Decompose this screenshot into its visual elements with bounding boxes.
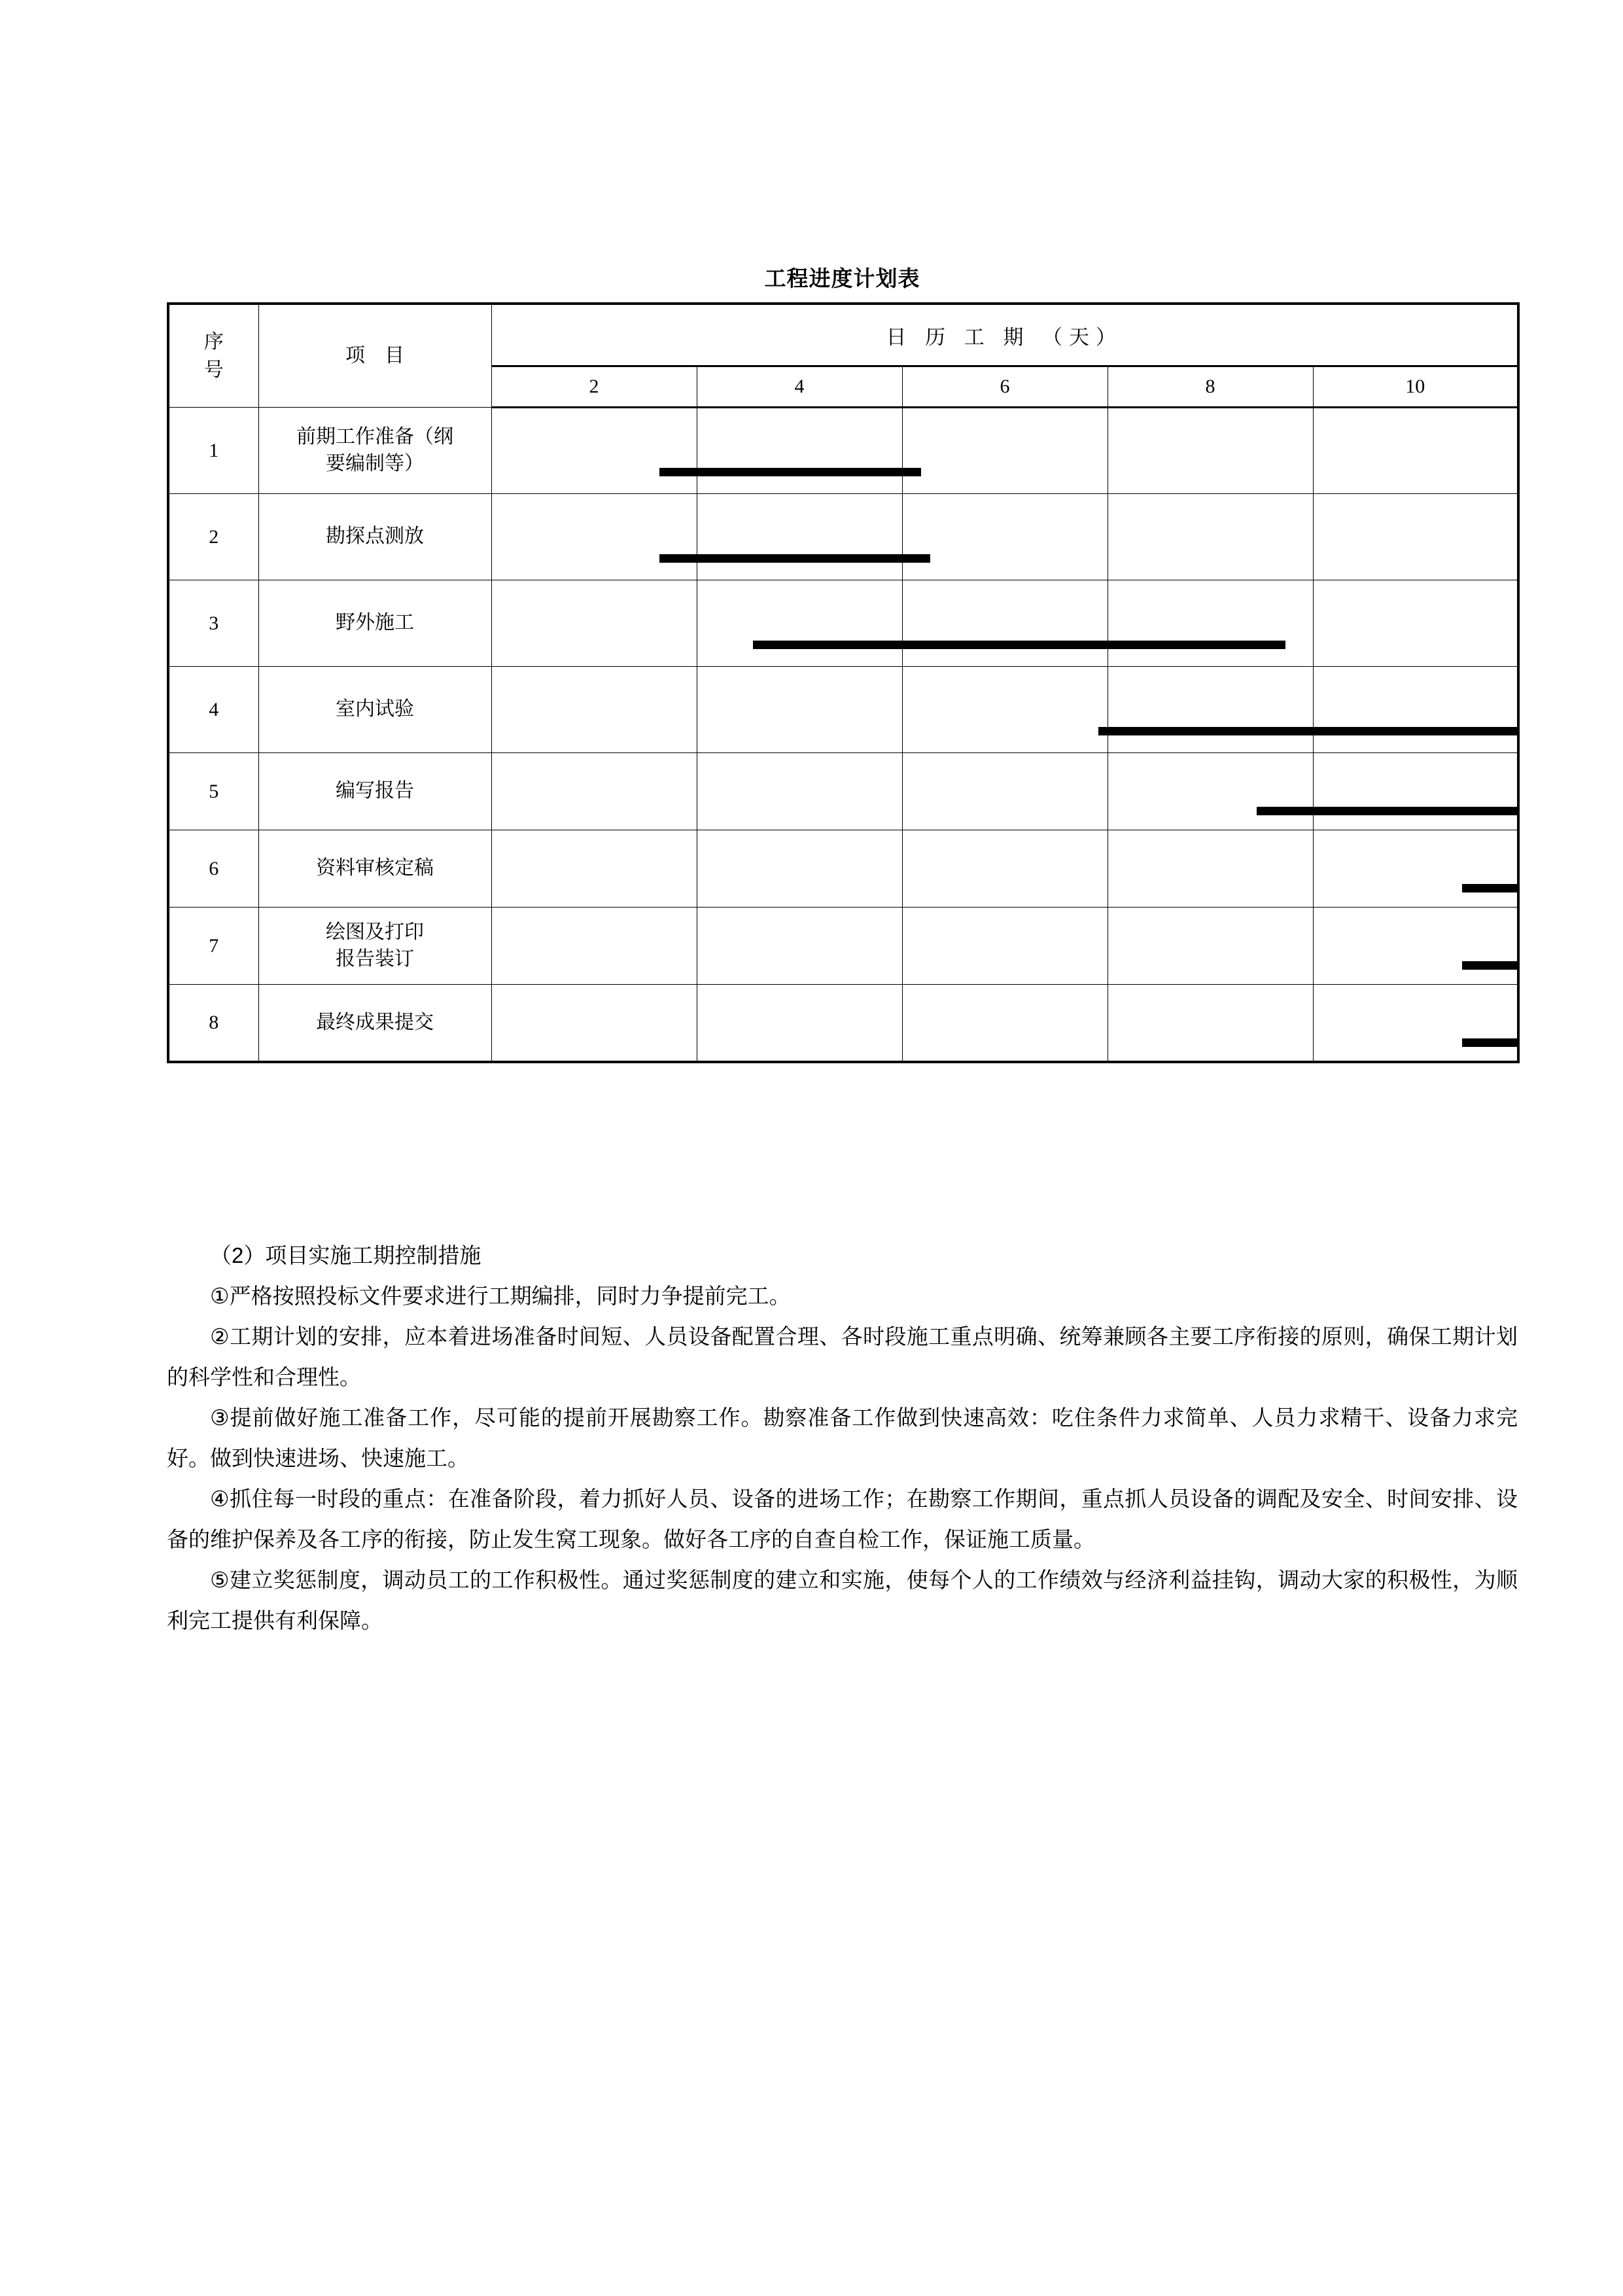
row-seq-4: 4 [168, 667, 258, 753]
bar-cell-r1-c1 [491, 408, 697, 494]
table-row [168, 908, 1518, 985]
table-row [168, 985, 1518, 1062]
bar-cell-r7-c2 [697, 908, 902, 985]
bar-cell-r8-c2 [697, 985, 902, 1062]
row-item-2: 勘探点测放 [258, 494, 491, 580]
body-paragraph-5: ⑤建立奖惩制度，调动员工的工作积极性。通过奖惩制度的建立和实施，使每个人的工作绩效与经济利益挂钩，调动大家的积极性，为顺利完工提供有利保障。 [167, 1568, 1518, 1633]
bar-cell-r8-c4 [1108, 985, 1313, 1062]
row-item-8: 最终成果提交 [258, 985, 491, 1062]
gantt-table-wrapper [167, 302, 1518, 1063]
table-row [168, 667, 1518, 753]
bar-cell-r6-c1 [491, 830, 697, 908]
table-row [168, 580, 1518, 667]
body-text-block [167, 1235, 1518, 1641]
table-header-row-group [168, 304, 1518, 366]
header-seq-line1: 序 [203, 330, 224, 353]
row-seq-5: 5 [168, 753, 258, 830]
row-seq-3: 3 [168, 580, 258, 667]
bar-cell-r4-c5 [1313, 667, 1518, 753]
row-item-5: 编写报告 [258, 753, 491, 830]
bar-cell-r2-c4 [1108, 494, 1313, 580]
page-title: 工程进度计划表 [764, 266, 920, 291]
row-item-4: 室内试验 [258, 667, 491, 753]
header-seq-line2: 号 [203, 359, 224, 381]
body-paragraph-2: ②工期计划的安排，应本着进场准备时间短、人员设备配置合理、各时段施工重点明确、统筹兼顾各主要工序衔接的原则，确保工期计划的科学性和合理性。 [167, 1324, 1518, 1389]
bar-cell-r1-c4 [1108, 408, 1313, 494]
bar-cell-r4-c3 [902, 667, 1108, 753]
bar-cell-r7-c4 [1108, 908, 1313, 985]
row-seq-7: 7 [168, 908, 258, 985]
bar-cell-r6-c2 [697, 830, 902, 908]
bar-cell-r5-c1 [491, 753, 697, 830]
bar-cell-r3-c1 [491, 580, 697, 667]
header-duration-group: 日 历 工 期 （天） [491, 304, 1518, 366]
bar-cell-r1-c2 [697, 408, 902, 494]
bar-cell-r7-c3 [902, 908, 1108, 985]
bar-cell-r2-c1 [491, 494, 697, 580]
table-row [168, 753, 1518, 830]
bar-cell-r8-c1 [491, 985, 697, 1062]
row-seq-8: 8 [168, 985, 258, 1062]
bar-cell-r1-c5 [1313, 408, 1518, 494]
row-item-7: 绘图及打印 报告装订 [258, 908, 491, 985]
row-seq-2: 2 [168, 494, 258, 580]
bar-cell-r2-c3 [902, 494, 1108, 580]
body-paragraph-1: ①严格按照投标文件要求进行工期编排，同时力争提前完工。 [210, 1284, 791, 1308]
bar-cell-r2-c2 [697, 494, 902, 580]
row-item-1: 前期工作准备（纲 要编制等） [258, 408, 491, 494]
tick-label-10: 10 [1313, 366, 1518, 408]
bar-cell-r8-c3 [902, 985, 1108, 1062]
bar-cell-r3-c5 [1313, 580, 1518, 667]
bar-cell-r3-c2 [697, 580, 902, 667]
bar-cell-r6-c5 [1313, 830, 1518, 908]
bar-cell-r3-c4 [1108, 580, 1313, 667]
bar-cell-r7-c1 [491, 908, 697, 985]
bar-cell-r8-c5 [1313, 985, 1518, 1062]
bar-cell-r6-c3 [902, 830, 1108, 908]
header-seq [168, 304, 258, 408]
tick-label-6: 6 [902, 366, 1108, 408]
bar-cell-r4-c4 [1108, 667, 1313, 753]
bar-cell-r1-c3 [902, 408, 1108, 494]
tick-label-8: 8 [1108, 366, 1313, 408]
bar-cell-r5-c3 [902, 753, 1108, 830]
body-heading: （2）项目实施工期控制措施 [210, 1243, 481, 1267]
row-seq-1: 1 [168, 408, 258, 494]
body-paragraph-3: ③提前做好施工准备工作，尽可能的提前开展勘察工作。勘察准备工作做到快速高效：吃住条件力求简单、人员力求精干、设备力求完好。做到快速进场、快速施工。 [167, 1405, 1518, 1470]
bar-cell-r5-c2 [697, 753, 902, 830]
tick-label-2: 2 [491, 366, 697, 408]
table-row [168, 408, 1518, 494]
row-item-3: 野外施工 [258, 580, 491, 667]
gantt-table [167, 302, 1520, 1063]
table-row [168, 494, 1518, 580]
row-seq-6: 6 [168, 830, 258, 908]
bar-cell-r3-c3 [902, 580, 1108, 667]
tick-label-4: 4 [697, 366, 902, 408]
bar-cell-r6-c4 [1108, 830, 1313, 908]
bar-cell-r2-c5 [1313, 494, 1518, 580]
bar-cell-r7-c5 [1313, 908, 1518, 985]
row-item-6: 资料审核定稿 [258, 830, 491, 908]
bar-cell-r4-c1 [491, 667, 697, 753]
bar-cell-r5-c4 [1108, 753, 1313, 830]
bar-cell-r4-c2 [697, 667, 902, 753]
table-row [168, 830, 1518, 908]
header-item: 项 目 [258, 304, 491, 408]
bar-cell-r5-c5 [1313, 753, 1518, 830]
body-paragraph-4: ④抓住每一时段的重点：在准备阶段，着力抓好人员、设备的进场工作；在勘察工作期间，重点抓人员设备的调配及安全、时间安排、设备的维护保养及各工序的衔接，防止发生窝工现象。做好各工序的自查自检工作，保证施工质量。 [167, 1487, 1518, 1551]
